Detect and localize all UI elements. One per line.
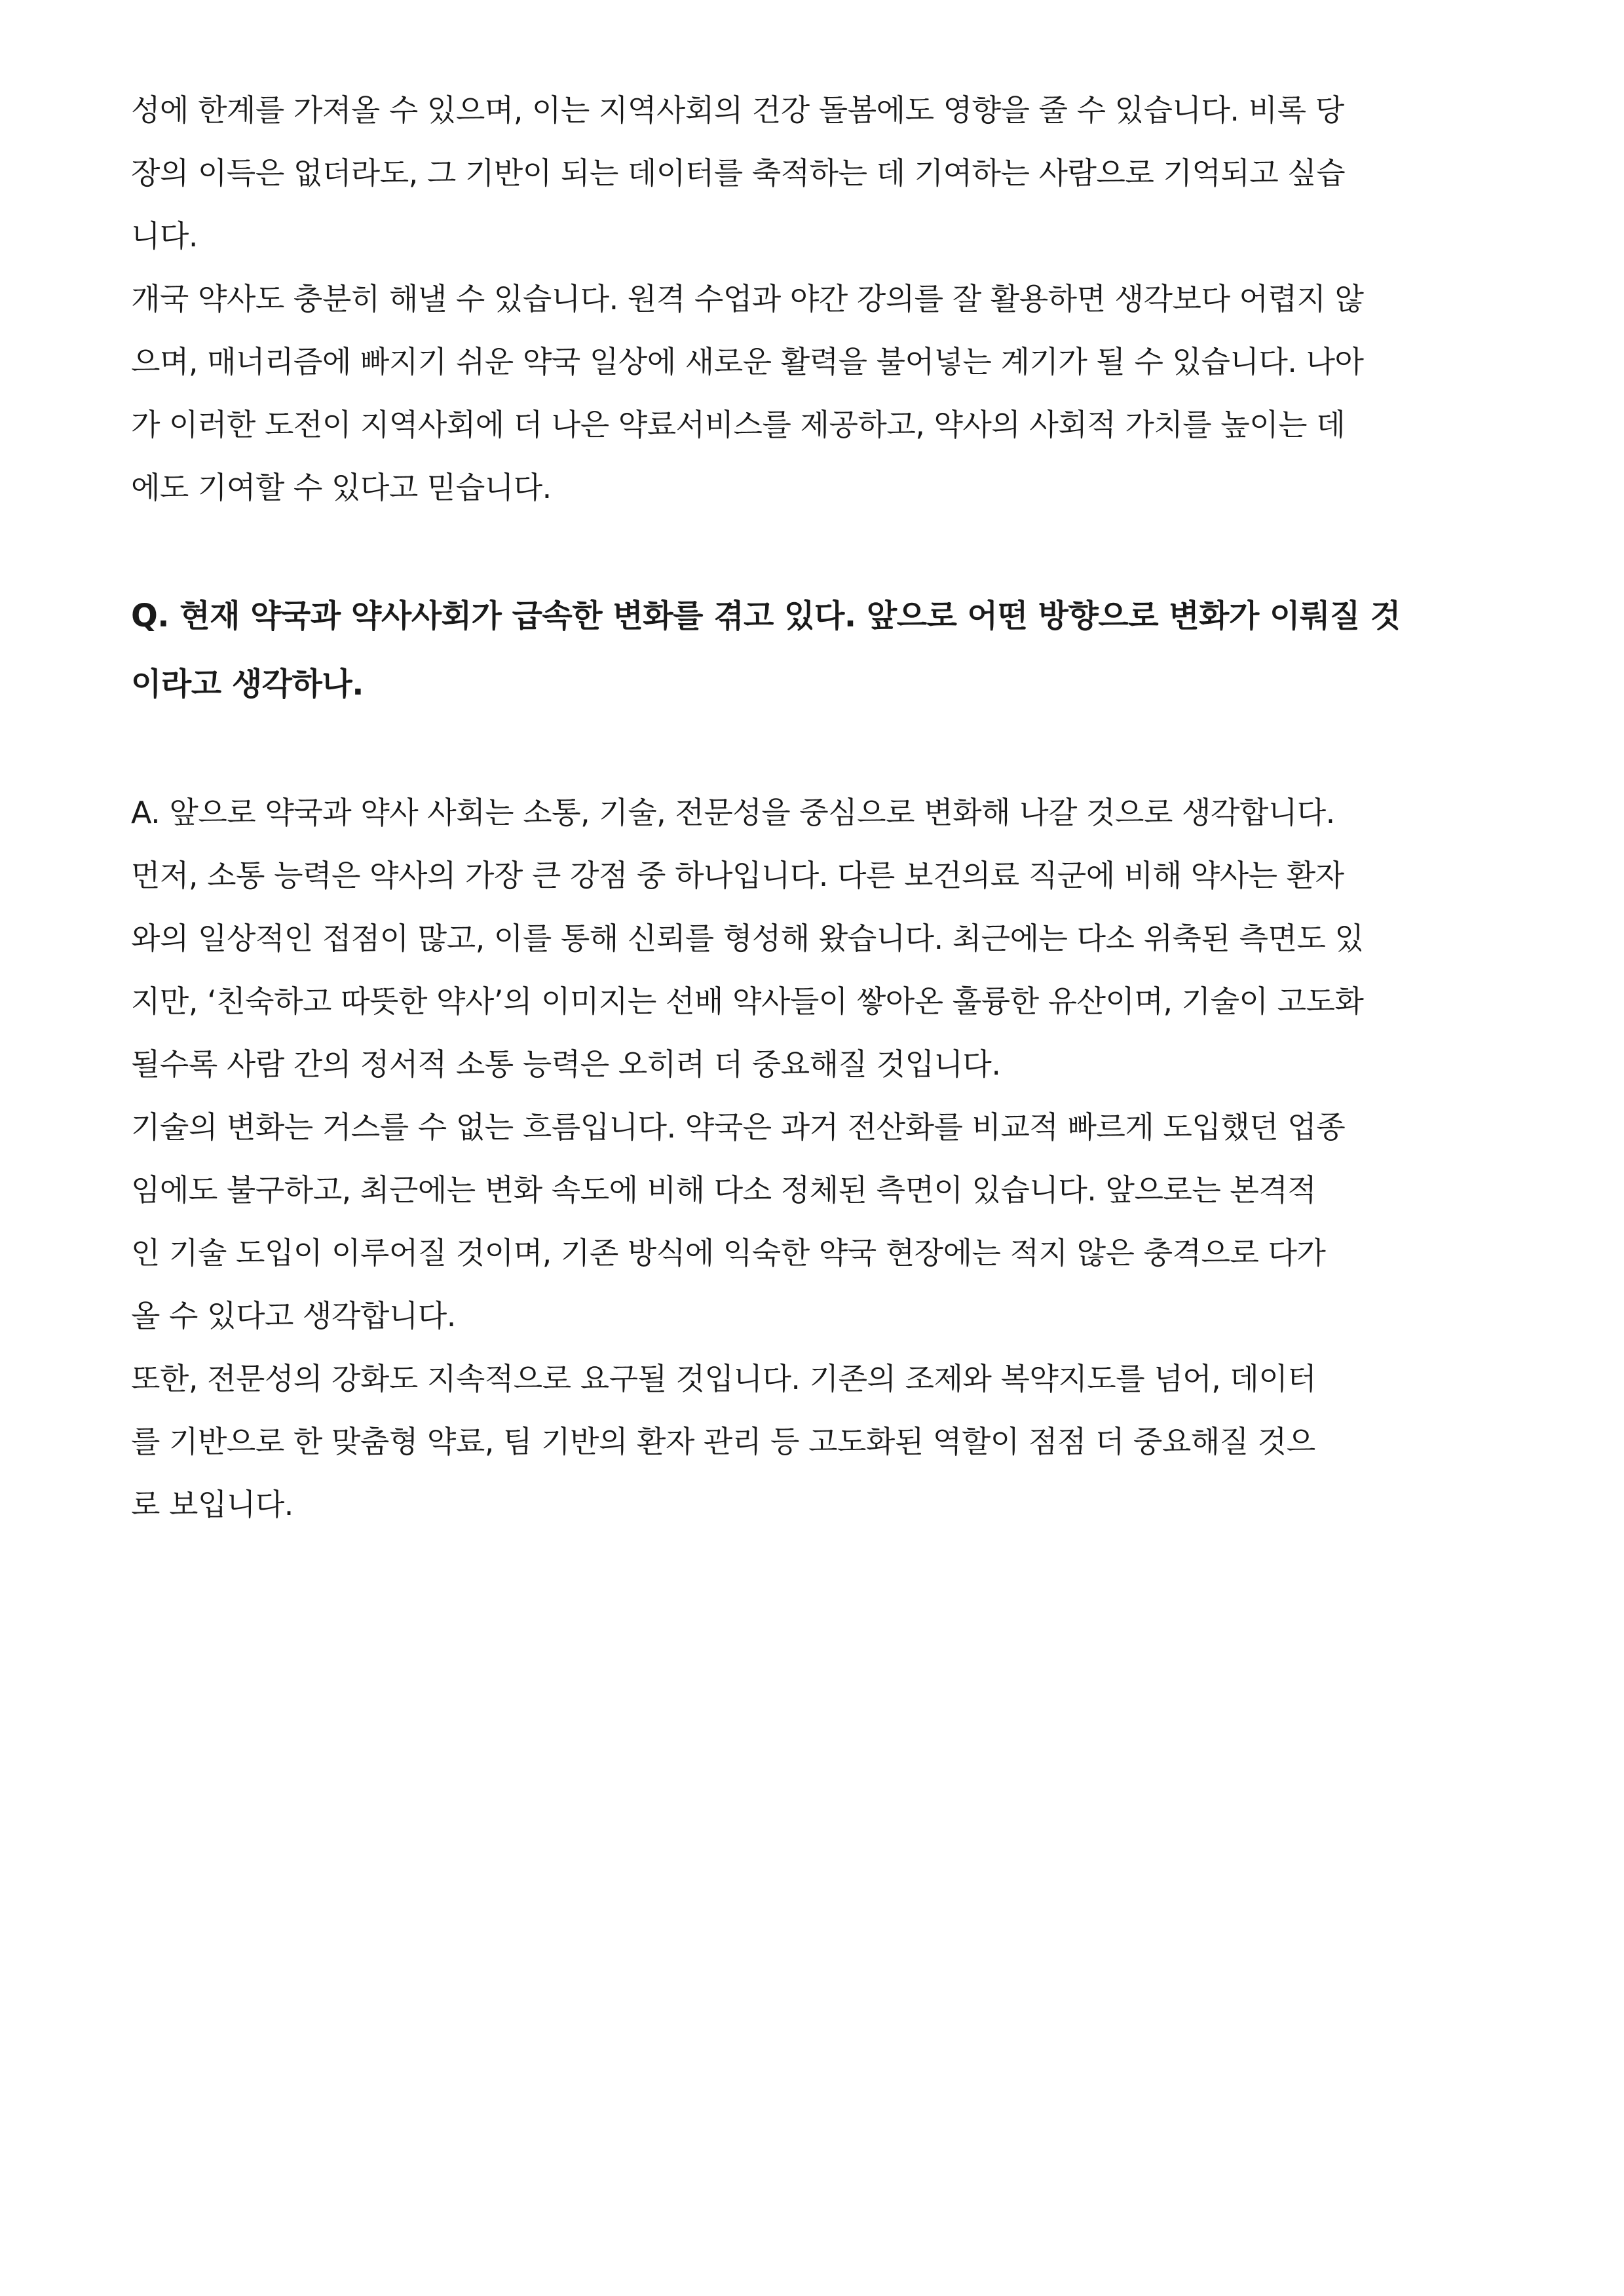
intro-paragraph-2 [131,267,1503,519]
text-line: 기술의 변화는 거스를 수 없는 흐름입니다. 약국은 과거 전산화를 비교적 빠르게 도입했던 업종 [131,1109,1346,1145]
document-page [131,79,1503,1536]
question-line: 이라고 생각하나. [131,666,364,702]
text-line: 를 기반으로 한 맞춤형 약료, 팀 기반의 환자 관리 등 고도화된 역할이 점점 더 중요해질 것으 [131,1424,1315,1459]
text-line: 올 수 있다고 생각합니다. [131,1298,456,1333]
answer-paragraph-3 [131,1347,1503,1536]
answer-paragraph-1 [131,781,1503,1096]
answer-paragraph-2 [131,1096,1503,1347]
intro-paragraph-1 [131,79,1503,267]
text-line: 지만, ‘친숙하고 따뜻한 약사’의 이미지는 선배 약사들이 쌓아온 훌륭한 유산이며, 기술이 고도화 [131,984,1364,1019]
text-line: 장의 이득은 없더라도, 그 기반이 되는 데이터를 축적하는 데 기여하는 사람으로 기억되고 싶습 [131,155,1346,191]
text-line: 와의 일상적인 접점이 많고, 이를 통해 신뢰를 형성해 왔습니다. 최근에는 다소 위축된 측면도 있 [131,921,1364,956]
text-line: 개국 약사도 충분히 해낼 수 있습니다. 원격 수업과 야간 강의를 잘 활용하면 생각보다 어렵지 않 [131,281,1364,316]
text-line: 로 보입니다. [131,1487,293,1522]
text-line: 으며, 매너리즘에 빠지기 쉬운 약국 일상에 새로운 활력을 불어넣는 계기가 될 수 있습니다. 나아 [131,344,1364,379]
text-line: A. 앞으로 약국과 약사 사회는 소통, 기술, 전문성을 중심으로 변화해 나갈 것으로 생각합니다. [131,795,1335,830]
text-line: 에도 기여할 수 있다고 믿습니다. [131,470,552,505]
interview-question [131,582,1503,718]
text-line: 니다. [131,218,198,254]
text-line: 또한, 전문성의 강화도 지속적으로 요구될 것입니다. 기존의 조제와 복약지도를 넘어, 데이터 [131,1361,1317,1396]
text-line: 될수록 사람 간의 정서적 소통 능력은 오히려 더 중요해질 것입니다. [131,1046,1001,1082]
text-line: 성에 한계를 가져올 수 있으며, 이는 지역사회의 건강 돌봄에도 영향을 줄 수 있습니다. 비록 당 [131,92,1344,128]
text-line: 가 이러한 도전이 지역사회에 더 나은 약료서비스를 제공하고, 약사의 사회적 가치를 높이는 데 [131,407,1346,442]
section-spacer [131,519,1503,582]
text-line: 먼저, 소통 능력은 약사의 가장 큰 강점 중 하나입니다. 다른 보건의료 직군에 비해 약사는 환자 [131,858,1344,893]
text-line: 인 기술 도입이 이루어질 것이며, 기존 방식에 익숙한 약국 현장에는 적지 않은 충격으로 다가 [131,1235,1326,1271]
question-line: Q. 현재 약국과 약사사회가 급속한 변화를 겪고 있다. 앞으로 어떤 방향으로 변화가 이뤄질 것 [131,598,1401,634]
text-line: 임에도 불구하고, 최근에는 변화 속도에 비해 다소 정체된 측면이 있습니다. 앞으로는 본격적 [131,1172,1317,1208]
